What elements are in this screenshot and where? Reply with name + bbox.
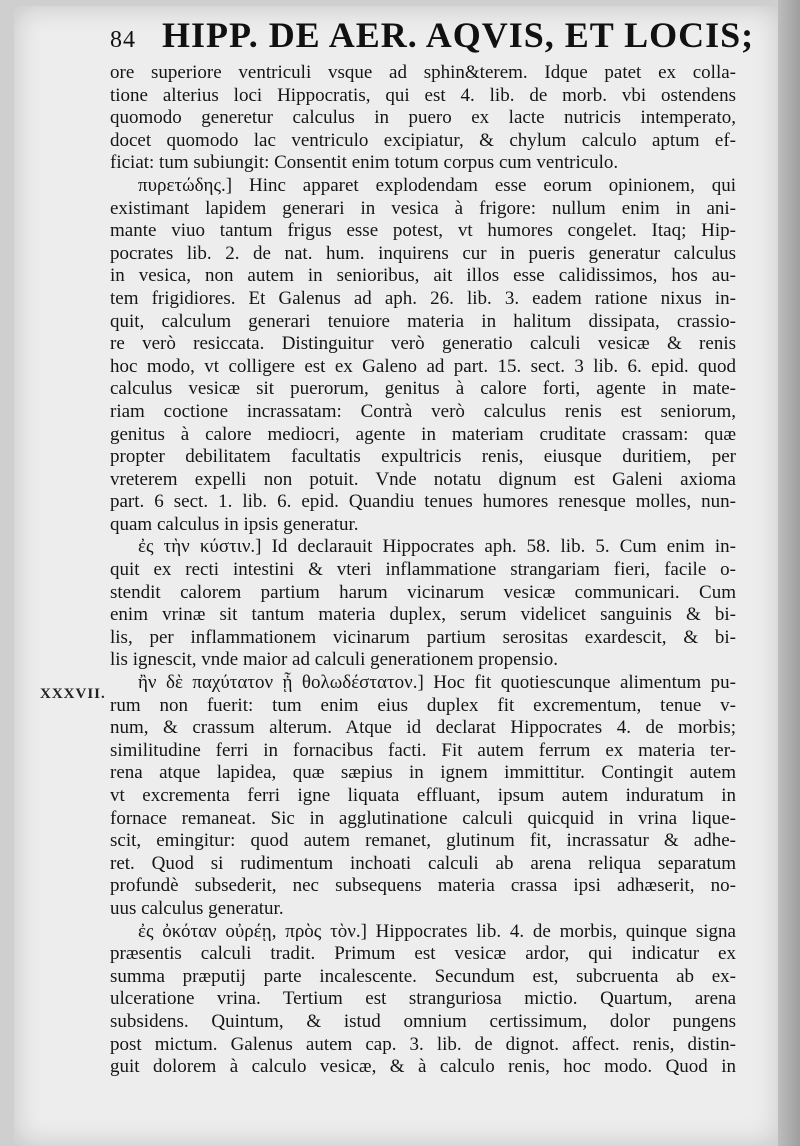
text-line: profundè subsederit, nec subsequens materia crassa ipsi adhæserit, no- bbox=[110, 875, 736, 897]
text-line: scit, emingitur: quod autem remanet, glutinum fit, incrassatur & adhe- bbox=[110, 830, 736, 852]
text-line: in vesica, non autem in senioribus, ait illos esse calidissimos, hos au- bbox=[110, 265, 736, 287]
text-line: calculus vesicæ sit puerorum, genitus à calore forti, agente in mate- bbox=[110, 378, 736, 400]
text-line: lis, per inflammationem vicinarum partium serositas exardescit, & bi- bbox=[110, 626, 736, 648]
text-line: fornace remaneat. Sic in agglutinatione calculi quicquid in vrina lique- bbox=[110, 807, 736, 829]
running-title: HIPP. DE AER. AQVIS, ET LOCIS; bbox=[162, 15, 755, 55]
text-line: quomodo generetur calculus in puero ex lacte nutricis intemperato, bbox=[110, 107, 736, 129]
text-line: quam calculus in ipsis generatur. bbox=[110, 513, 359, 535]
text-line: rum non fuerit: tum enim eius duplex fit excrementum, tenue v- bbox=[110, 694, 736, 716]
text-line: quit ex recti intestini & vteri inflammatione strangariam fieri, facile o- bbox=[110, 559, 736, 581]
text-line: ore superiore ventriculi vsque ad sphin&terem. Idque patet ex colla- bbox=[110, 62, 736, 83]
text-line: rena atque lapidea, quæ sæpius in ignem immittitur. Contingit autem bbox=[110, 762, 736, 784]
text-line: ἐς τὴν κύστιν.] Id declarauit Hippocrates aph. 58. lib. 5. Cum enim in- bbox=[138, 536, 736, 558]
text-line: stendit calorem partium harum vicinarum vesicæ communicari. Cum bbox=[110, 581, 736, 603]
margin-note: XXXVII. bbox=[40, 686, 106, 702]
text-line: tem frigidiores. Et Galenus ad aph. 26. lib. 3. eadem ratione nixus in- bbox=[110, 287, 736, 309]
text-line: πυρετώδης.] Hinc apparet explodendam esse eorum opinionem, qui bbox=[138, 174, 736, 196]
text-line: mante viuo tantum frigus esse potest, vt humores congelet. Itaq; Hip- bbox=[110, 220, 736, 242]
text-line: existimant lapidem generari in vesica à frigore: nullum enim in ani- bbox=[110, 197, 736, 219]
text-line: hoc modo, vt colligere est ex Galeno ad part. 15. sect. 3 lib. 6. epid. quod bbox=[110, 355, 736, 377]
text-line: propter debilitatem facultatis expultricis renis, eiusque duritiem, per bbox=[110, 446, 736, 468]
text-line: genitus à calore mediocri, agente in materiam cruditate crassam: quæ bbox=[110, 423, 736, 445]
text-line: re verò resiccata. Distinguitur verò generatio calculi vesicæ & renis bbox=[110, 333, 736, 355]
page-number: 84 bbox=[110, 27, 136, 53]
text-line: docet quomodo lac ventriculo excipiatur, & chylum calculo aptum ef- bbox=[110, 129, 736, 151]
text-line: vreterem expelli non potuit. Vnde notatu dignum est Galeni axioma bbox=[110, 468, 736, 490]
text-line: tione alterius loci Hippocratis, qui est 4. lib. de morb. vbi ostendens bbox=[110, 84, 736, 106]
text-line: ret. Quod si rudimentum inchoati calculi ab arena reliqua separatum bbox=[110, 852, 736, 874]
body-text bbox=[110, 62, 736, 1079]
text-line: vt excrementa ferri igne liquata effluant, ipsum autem induratum in bbox=[110, 785, 736, 806]
text-line: ficiat: tum subiungit: Consentit enim totum corpus cum ventriculo. bbox=[110, 152, 619, 174]
text-line: quit, calculum generari tenuiore materia in halitum dissipata, crassio- bbox=[110, 310, 736, 332]
text-line: ἐς ὀκόταν οὐρέῃ, πρὸς τὸν.] Hippocrates lib. 4. de morbis, quinque signa bbox=[138, 920, 736, 942]
text-line: lis ignescit, vnde maior ad calculi generationem propensio. bbox=[110, 649, 558, 671]
text-line: pocrates lib. 2. de nat. hum. inquirens cur in pueris generatur calculus bbox=[110, 242, 736, 264]
page-edge-shadow bbox=[778, 0, 800, 1146]
text-line: similitudine ferri in fornacibus facti. Fit autem ferrum ex materia ter- bbox=[110, 739, 736, 761]
text-line: post mictum. Galenus autem cap. 3. lib. de dignot. affect. renis, distin- bbox=[110, 1033, 736, 1055]
text-line: guit dolorem à calculo vesicæ, & à calculo renis, hoc modo. Quod in bbox=[110, 1056, 736, 1078]
text-line: subsidens. Quintum, & istud omnium certissimum, dolor pungens bbox=[110, 1010, 736, 1032]
text-line: ἢν δὲ παχύτατον ᾖ θολωδέστατον.] Hoc fit quotiescunque alimentum pu- bbox=[138, 672, 736, 694]
page-header bbox=[110, 14, 755, 62]
text-line: uus calculus generatur. bbox=[110, 897, 284, 919]
text-line: num, & crassum alterum. Atque id declarat Hippocrates 4. de morbis; bbox=[110, 717, 736, 739]
text-line: part. 6 sect. 1. lib. 6. epid. Quandiu tenues humores renesque molles, nun- bbox=[110, 491, 736, 513]
text-line: ulceratione vrina. Tertium est stranguriosa mictio. Quartum, arena bbox=[110, 988, 736, 1010]
text-line: summa præputij parte incalescente. Secundum est, subcruenta ab ex- bbox=[110, 965, 736, 987]
text-line: riam coctione incrassatam: Contrà verò calculus renis est seniorum, bbox=[110, 400, 736, 422]
text-line: enim vrinæ sit tantum materia duplex, serum videlicet sanguinis & bi- bbox=[110, 604, 736, 626]
text-line: præsentis calculi tradit. Primum est vesicæ ardor, qui indicatur ex bbox=[110, 943, 736, 965]
